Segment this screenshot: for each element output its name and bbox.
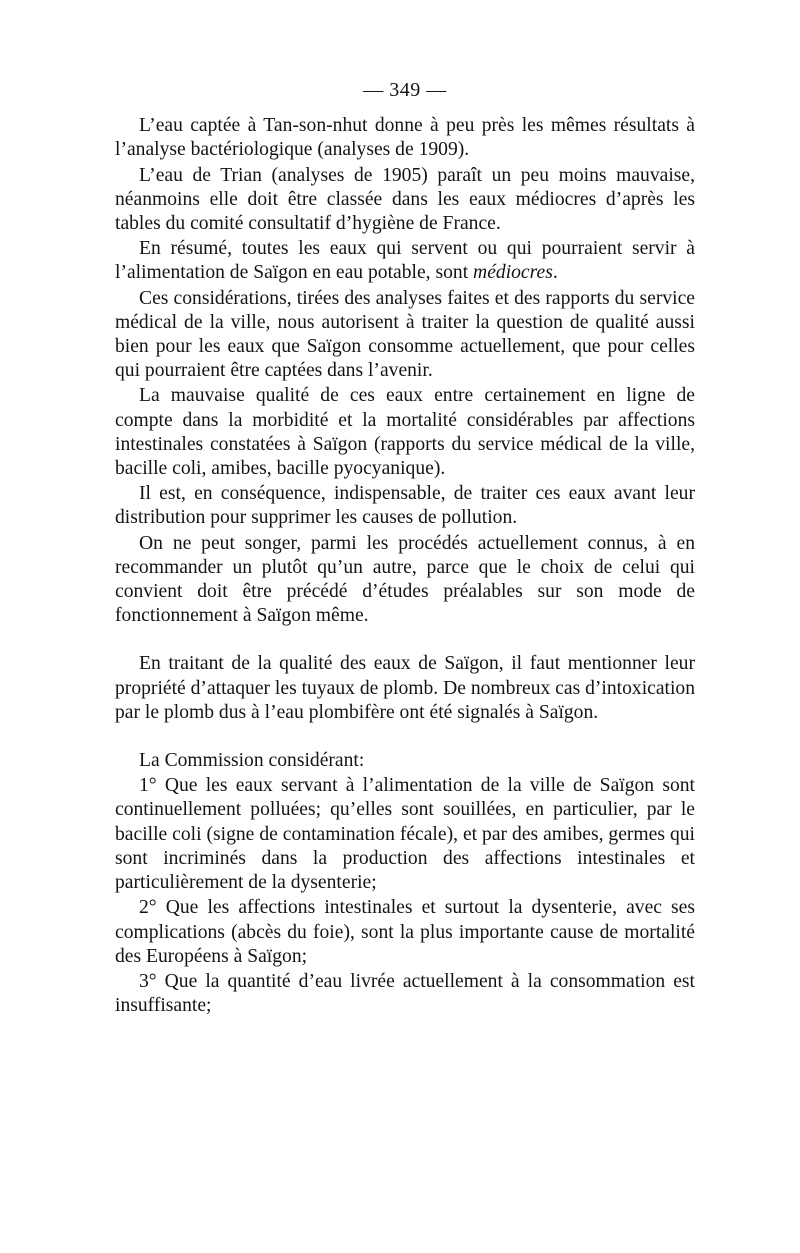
considerant-item-1: 1° Que les eaux servant à l’alimentation de la ville de Saïgon sont continuellement polluées; qu’elles sont souillées, en particulier, par le bacille coli (signe de contamination fécale), et par des amibes, germes qui sont incriminés dans la production des affections intestinales et particulièrement de la dysenterie; [115,775,695,894]
summary-tail: . [552,262,558,284]
book-page [115,78,695,1018]
paragraph-bad-quality: La mauvaise qualité de ces eaux entre certainement en ligne de compte dans la morbidité et la mortalité considérables par affections intestinales constatées à Saïgon (rapports du service médical de la ville, bacille coli, amibes, bacille pyocyanique). [115,385,695,480]
commission-heading: La Commission considérant: [139,750,365,772]
considerant-item-3: 3° Que la quantité d’eau livrée actuellement à la consommation est insuffisante; [115,970,695,1017]
paragraph-summary [115,237,695,285]
summary-lead: En résumé, toutes les eaux qui servent ou qui pourraient servir à l’alimentation de Saïgon en eau potable, sont [115,238,695,284]
paragraph-trian: L’eau de Trian (analyses de 1905) paraît un peu moins mauvaise, néanmoins elle doit être classée dans les eaux médiocres d’après les tables du comité consultatif d’hygiène de France. [115,164,695,235]
paragraph-lead-pipes: En traitant de la qualité des eaux de Saïgon, il faut mentionner leur propriété d’attaquer les tuyaux de plomb. De nombreux cas d’intoxication par le plomb dus à l’eau plombifère ont été signalés à Saïgon. [115,653,696,723]
paragraph-tan-son-nhut: L’eau captée à Tan-son-nhut donne à peu près les mêmes résultats à l’analyse bactériologique (analyses de 1909). [115,115,695,161]
considerant-item-2: 2° Que les affections intestinales et surtout la dysenterie, avec ses complications (abcès du foie), sont la plus importante cause de mortalité des Européens à Saïgon; [115,897,695,967]
paragraph-treatment: Il est, en conséquence, indispensable, de traiter ces eaux avant leur distribution pour supprimer les causes de pollution. [115,483,695,529]
page-number: — 349 — [363,79,447,101]
paragraph-considerations: Ces considérations, tirées des analyses faites et des rapports du service médical de la ville, nous autorisent à traiter la question de qualité aussi bien pour les eaux que Saïgon consomme actuellement, que pour celles qui pourraient être captées dans l’avenir. [115,287,695,382]
paragraph-procedures: On ne peut songer, parmi les procédés actuellement connus, à en recommander un plutôt qu’un autre, parce que le choix de celui qui convient doit être précédé d’études préalables sur son mode de fonctionnement à Saïgon même. [115,532,695,627]
summary-emphasis: médiocres [473,262,553,284]
